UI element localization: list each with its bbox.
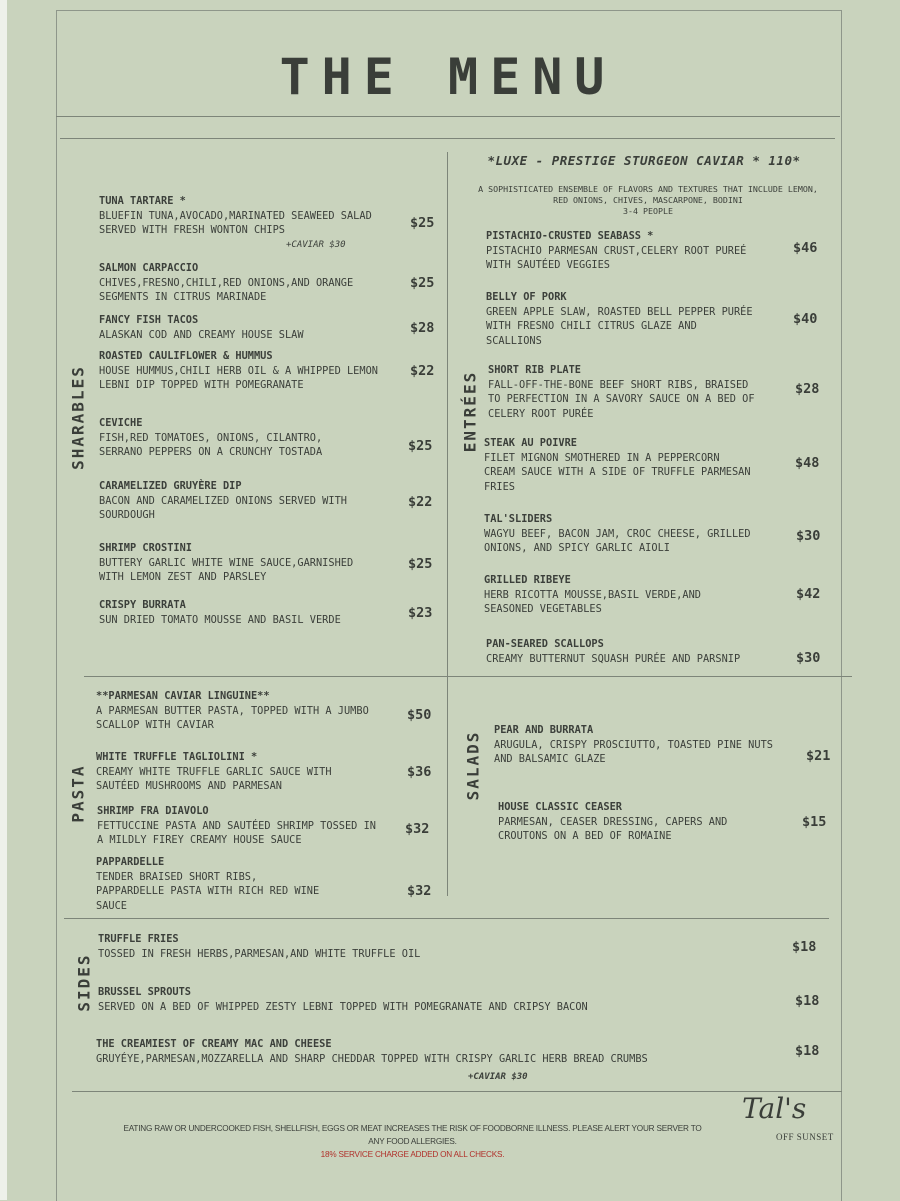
- item-price: $48: [795, 455, 820, 471]
- item-price: $50: [407, 707, 432, 723]
- section-label-salads: SALADS: [463, 730, 483, 801]
- item-description: HERB RICOTTA MOUSSE,BASIL VERDE,AND SEASONED VEGETABLES: [484, 588, 701, 615]
- menu-item: [488, 363, 755, 421]
- item-price: $32: [405, 821, 430, 837]
- item-name: PAPPARDELLE: [96, 856, 165, 868]
- item-name: PEAR AND BURRATA: [494, 724, 594, 736]
- item-description: GREEN APPLE SLAW, ROASTED BELL PEPPER PURÉE WITH FRESNO CHILI CITRUS GLAZE AND SCALLIONS: [486, 305, 753, 347]
- item-description: PARMESAN, CEASER DRESSING, CAPERS AND CROUTONS ON A BED OF ROMAINE: [498, 815, 728, 842]
- item-price: $18: [792, 939, 817, 955]
- menu-item: [99, 313, 304, 342]
- item-description: HOUSE HUMMUS,CHILI HERB OIL & A WHIPPED LEMON LEBNI DIP TOPPED WITH POMEGRANATE: [99, 364, 378, 391]
- caviar-description: A SOPHISTICATED ENSEMBLE OF FLAVORS AND TEXTURES THAT INCLUDE LEMON, RED ONIONS, CHIVES, MASCARPONE, BODINI 3-4 PEOPLE: [478, 184, 818, 216]
- menu-item: [99, 416, 322, 460]
- item-name: SHORT RIB PLATE: [488, 364, 581, 376]
- item-price: $25: [408, 438, 433, 454]
- menu-item: [98, 985, 588, 1014]
- item-name: CEVICHE: [99, 417, 143, 429]
- allergy-notice: [120, 1122, 705, 1161]
- menu-item: [97, 804, 376, 848]
- menu-item: [484, 573, 701, 617]
- item-price: $25: [410, 275, 435, 291]
- item-name: TRUFFLE FRIES: [98, 933, 179, 945]
- item-addon: +CAVIAR $30: [286, 240, 346, 250]
- item-price: $28: [410, 320, 435, 336]
- menu-item: [99, 349, 378, 393]
- item-name: SHRIMP FRA DIAVOLO: [97, 805, 209, 817]
- menu-item: [99, 541, 353, 585]
- section-label-sides: SIDES: [74, 953, 94, 1012]
- item-price: $32: [407, 883, 432, 899]
- item-price: $23: [408, 605, 433, 621]
- item-name: GRILLED RIBEYE: [484, 574, 571, 586]
- item-price: $46: [793, 240, 818, 256]
- item-price: $30: [796, 650, 821, 666]
- item-description: FISH,RED TOMATOES, ONIONS, CILANTRO, SERRANO PEPPERS ON A CRUNCHY TOSTADA: [99, 431, 323, 458]
- item-name: **PARMESAN CAVIAR LINGUINE**: [96, 690, 270, 702]
- menu-item: [98, 932, 420, 961]
- item-name: THE CREAMIEST OF CREAMY MAC AND CHEESE: [96, 1038, 332, 1050]
- item-name: BELLY OF PORK: [486, 291, 567, 303]
- item-description: WAGYU BEEF, BACON JAM, CROC CHEESE, GRILLED ONIONS, AND SPICY GARLIC AIOLI: [484, 527, 751, 554]
- menu-item: [96, 855, 319, 913]
- service-charge-note: 18% SERVICE CHARGE ADDED ON ALL CHECKS.: [320, 1150, 505, 1159]
- item-name: STEAK AU POIVRE: [484, 437, 577, 449]
- divider: [56, 116, 840, 117]
- item-addon: +CAVIAR $30: [468, 1072, 528, 1082]
- item-price: $40: [793, 311, 818, 327]
- item-description: BLUEFIN TUNA,AVOCADO,MARINATED SEAWEED SALAD SERVED WITH FRESH WONTON CHIPS: [99, 209, 372, 236]
- item-description: ARUGULA, CRISPY PROSCIUTTO, TOASTED PINE NUTS AND BALSAMIC GLAZE: [494, 738, 773, 765]
- item-name: WHITE TRUFFLE TAGLIOLINI *: [96, 751, 258, 763]
- item-name: ROASTED CAULIFLOWER & HUMMUS: [99, 350, 273, 362]
- item-description: BUTTERY GARLIC WHITE WINE SAUCE,GARNISHED WITH LEMON ZEST AND PARSLEY: [99, 556, 354, 583]
- page-title: THE MENU: [279, 48, 617, 106]
- item-description: SUN DRIED TOMATO MOUSSE AND BASIL VERDE: [99, 613, 341, 626]
- menu-item: [498, 800, 727, 844]
- menu-item: [99, 598, 341, 627]
- item-name: TUNA TARTARE *: [99, 195, 186, 207]
- item-description: CREAMY WHITE TRUFFLE GARLIC SAUCE WITH SAUTÉED MUSHROOMS AND PARMESAN: [96, 765, 332, 792]
- menu-item: [486, 637, 740, 666]
- item-price: $18: [795, 993, 820, 1009]
- divider: [84, 676, 448, 677]
- item-name: FANCY FISH TACOS: [99, 314, 199, 326]
- item-price: $21: [806, 748, 831, 764]
- item-name: CARAMELIZED GRUYÈRE DIP: [99, 480, 242, 492]
- item-name: CRISPY BURRATA: [99, 599, 186, 611]
- divider: [448, 676, 852, 677]
- item-price: $30: [796, 528, 821, 544]
- item-description: PISTACHIO PARMESAN CRUST,CELERY ROOT PUREÉ WITH SAUTÉED VEGGIES: [486, 244, 747, 271]
- item-name: SALMON CARPACCIO: [99, 262, 199, 274]
- item-price: $25: [410, 215, 435, 231]
- divider: [64, 918, 829, 919]
- item-name: TAL'SLIDERS: [484, 513, 553, 525]
- menu-item: [484, 436, 751, 494]
- section-label-pasta: PASTA: [68, 764, 88, 823]
- menu-item: [96, 750, 332, 794]
- item-description: ALASKAN COD AND CREAMY HOUSE SLAW: [99, 328, 304, 341]
- item-description: A PARMESAN BUTTER PASTA, TOPPED WITH A JUMBO SCALLOP WITH CAVIAR: [96, 704, 369, 731]
- item-price: $15: [802, 814, 827, 830]
- item-description: SERVED ON A BED OF WHIPPED ZESTY LEBNI TOPPED WITH POMEGRANATE AND CRIPSY BACON: [98, 1000, 588, 1013]
- menu-item: [486, 229, 746, 273]
- item-name: BRUSSEL SPROUTS: [98, 986, 191, 998]
- logo-subtitle: OFF SUNSET: [776, 1132, 834, 1142]
- item-description: FILET MIGNON SMOTHERED IN A PEPPERCORN CREAM SAUCE WITH A SIDE OF TRUFFLE PARMESAN FRIES: [484, 451, 751, 493]
- menu-item: [96, 689, 369, 733]
- item-price: $22: [410, 363, 435, 379]
- menu-item: [99, 194, 372, 238]
- item-description: GRUYÉYE,PARMESAN,MOZZARELLA AND SHARP CHEDDAR TOPPED WITH CRISPY GARLIC HERB BREAD CRUMBS: [96, 1052, 648, 1065]
- menu-item: [486, 290, 753, 348]
- menu-item: [494, 723, 773, 767]
- restaurant-logo: [738, 1092, 838, 1152]
- divider: [72, 1091, 842, 1092]
- item-price: $18: [795, 1043, 820, 1059]
- menu-item: [484, 512, 751, 556]
- item-price: $28: [795, 381, 820, 397]
- caviar-title: *LUXE - PRESTIGE STURGEON CAVIAR * 110*: [487, 153, 801, 168]
- logo-script: Tal's: [742, 1092, 807, 1125]
- item-description: BACON AND CARAMELIZED ONIONS SERVED WITH SOURDOUGH: [99, 494, 347, 521]
- item-price: $22: [408, 494, 433, 510]
- menu-item: [99, 479, 347, 523]
- divider: [60, 138, 835, 139]
- menu-item: [96, 1037, 648, 1066]
- section-label-entrees: ENTRÉES: [460, 370, 480, 453]
- page-edge: [0, 0, 7, 1200]
- item-price: $25: [408, 556, 433, 572]
- item-description: TENDER BRAISED SHORT RIBS, PAPPARDELLE PASTA WITH RICH RED WINE SAUCE: [96, 870, 320, 912]
- item-name: SHRIMP CROSTINI: [99, 542, 192, 554]
- item-name: PISTACHIO-CRUSTED SEABASS *: [486, 230, 654, 242]
- item-description: TOSSED IN FRESH HERBS,PARMESAN,AND WHITE TRUFFLE OIL: [98, 947, 421, 960]
- item-name: HOUSE CLASSIC CEASER: [498, 801, 622, 813]
- item-description: FALL-OFF-THE-BONE BEEF SHORT RIBS, BRAISED TO PERFECTION IN A SAVORY SAUCE ON A BED OF CELERY ROOT PURÉE: [488, 378, 755, 420]
- column-divider: [447, 152, 448, 896]
- item-description: FETTUCCINE PASTA AND SAUTÉED SHRIMP TOSSED IN A MILDLY FIREY CREAMY HOUSE SAUCE: [97, 819, 376, 846]
- item-price: $36: [407, 764, 432, 780]
- foodborne-warning: EATING RAW OR UNDERCOOKED FISH, SHELLFISH, EGGS OR MEAT INCREASES THE RISK OF FOODBORNE ILLNESS. PLEASE ALERT YOUR SERVER TO ANY FOOD ALLERGIES.: [123, 1124, 702, 1146]
- item-name: PAN-SEARED SCALLOPS: [486, 638, 604, 650]
- item-description: CREAMY BUTTERNUT SQUASH PURÉE AND PARSNIP: [486, 652, 741, 665]
- section-label-sharables: SHARABLES: [68, 365, 88, 470]
- item-price: $42: [796, 586, 821, 602]
- menu-item: [99, 261, 353, 305]
- item-description: CHIVES,FRESNO,CHILI,RED ONIONS,AND ORANGE SEGMENTS IN CITRUS MARINADE: [99, 276, 354, 303]
